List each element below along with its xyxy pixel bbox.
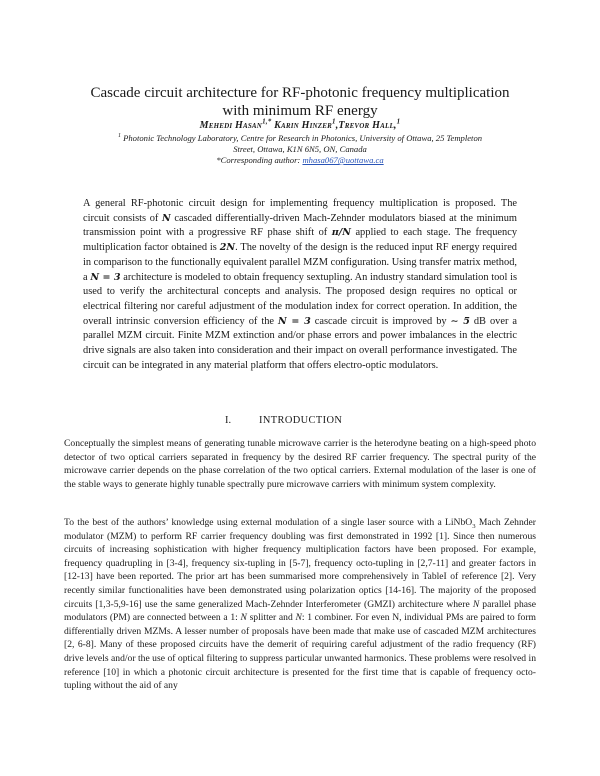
affiliation-marker: 1	[117, 133, 121, 140]
section-title: INTRODUCTION	[259, 415, 343, 426]
math-n-equals-3: N = 3	[278, 315, 311, 327]
author-1-marker: 1,*	[262, 117, 272, 126]
title-line-1: Cascade circuit architecture for RF-photonic frequency multiplication	[90, 85, 510, 101]
affiliation-line-1: Photonic Technology Laboratory, Centre for Research in Photonics, University of Ottawa, 25 Templeton	[120, 133, 483, 143]
author-3: Trevor Hall,	[338, 120, 397, 131]
abstract: A general RF-photonic circuit design for implementing frequency multiplication is proposed. The circuit consists of N cascaded differentially-driven Mach-Zehnder modulators biased at the minimum transmission point with a progressive RF phase shift of π/N applied to each stage. The frequency multiplication factor obtained is 2N. The novelty of the design is the reduced input RF energy required in comparison to the functionally equivalent parallel MZM configuration. Using transfer matrix method, a N = 3 architecture is modeled to obtain frequency sextupling. An industry standard simulation tool is used to verify the architectural concepts and analysis. The proposed design requires no optical or electrical filtering nor careful adjustment of the modulation index for correct operation. In addition, the overall intrinsic conversion efficiency of the N = 3 cascade circuit is improved by ∼ 5 dB over a parallel MZM circuit. Finite MZM extinction and/or phase errors and power imbalances in the electric drive signals are also taken into consideration and their impact on overall performance investigated. The circuit can be integrated in any material platform that offers electro-optic modulators.	[83, 198, 518, 371]
author-list: Mehedi Hasan$^{1,*}$ Karin Hinzer$^1$,Trevor Hall,$^1$	[199, 117, 401, 131]
math-var-n: N	[295, 612, 302, 624]
math-approx-5: ∼ 5	[450, 315, 470, 327]
section-number: I.	[225, 415, 232, 426]
author-2: Karin Hinzer	[274, 120, 332, 131]
corresponding-author	[70, 155, 530, 166]
paper-title	[60, 84, 540, 120]
math-var-n: N	[472, 598, 480, 610]
math-n-equals-3: N = 3	[90, 271, 121, 283]
author-1: Mehedi Hasan	[199, 120, 263, 131]
math-pi-over-n: π/N	[331, 227, 351, 239]
affiliation	[70, 133, 530, 155]
corresponding-label: *Corresponding author:	[216, 155, 303, 165]
affiliation-line-2: Street, Ottawa, K1N 6N5, ON, Canada	[233, 144, 367, 154]
subscript-3: 3	[472, 522, 476, 530]
author-2-marker: 1	[331, 117, 336, 126]
title-line-2: with minimum RF energy	[222, 103, 378, 119]
math-2n: 2N	[219, 242, 236, 254]
corresponding-email-link[interactable]: mhasa067@uottawa.ca	[302, 155, 384, 165]
math-n: N	[162, 212, 171, 224]
intro-paragraph-1: Conceptually the simplest means of generating tunable microwave carrier is the heterodyne beating on a high-speed photo detector of two optical carriers separated in frequency by the desired RF carrier frequency. The spectral purity of the microwave carrier depends on the phase correlation of the two optical carriers. External modulation of the laser is one of the stable ways to generate highly tunable spectrally pure microwave carriers with minimum system complexity.	[64, 438, 536, 490]
author-3-marker: 1	[396, 117, 401, 126]
math-var-n: N	[240, 612, 247, 624]
intro-paragraph-2: To the best of the authors’ knowledge using external modulation of a single laser source with a LiNbO$_3$ Mach Zehnder modulator (MZM) to perform RF carrier frequency doubling was first demonstrated in 1992 [1]. Since then numerous circuits of increasing sophistication with higher frequency multiplication factors have been proposed. For example, frequency quadrupling in [3-4], frequency six-tupling in [5-7], frequency octo-tupling in [2,7-11] and greater factors in [12-13] have been reported. The prior art has been summarised more comprehensively in TableI of reference [2]. Very recently similar functionalities have been demonstrated using polarization optics [14-16]. The majority of the proposed circuits [1,3-5,9-16] use the same generalized Mach-Zehnder Interferometer (GMZI) architecture where N parallel phase modulators (PM) are connected between a 1: N splitter and N: 1 combiner. For even N, individual PMs are paired to form differentially driven MZMs. A lesser number of proposals have been made that make use of cascaded MZM architectures [2, 6-8]. Many of these proposed circuits have the demerit of requiring careful adjustment of the radio frequency (RF) drive levels and/or the use of optical filtering to suppress particular unwanted harmonics. These problems were resolved in reference [10] in which a photonic circuit architecture is presented for the first time that is capable of frequency octo-tupling without the aid of any	[64, 517, 536, 692]
